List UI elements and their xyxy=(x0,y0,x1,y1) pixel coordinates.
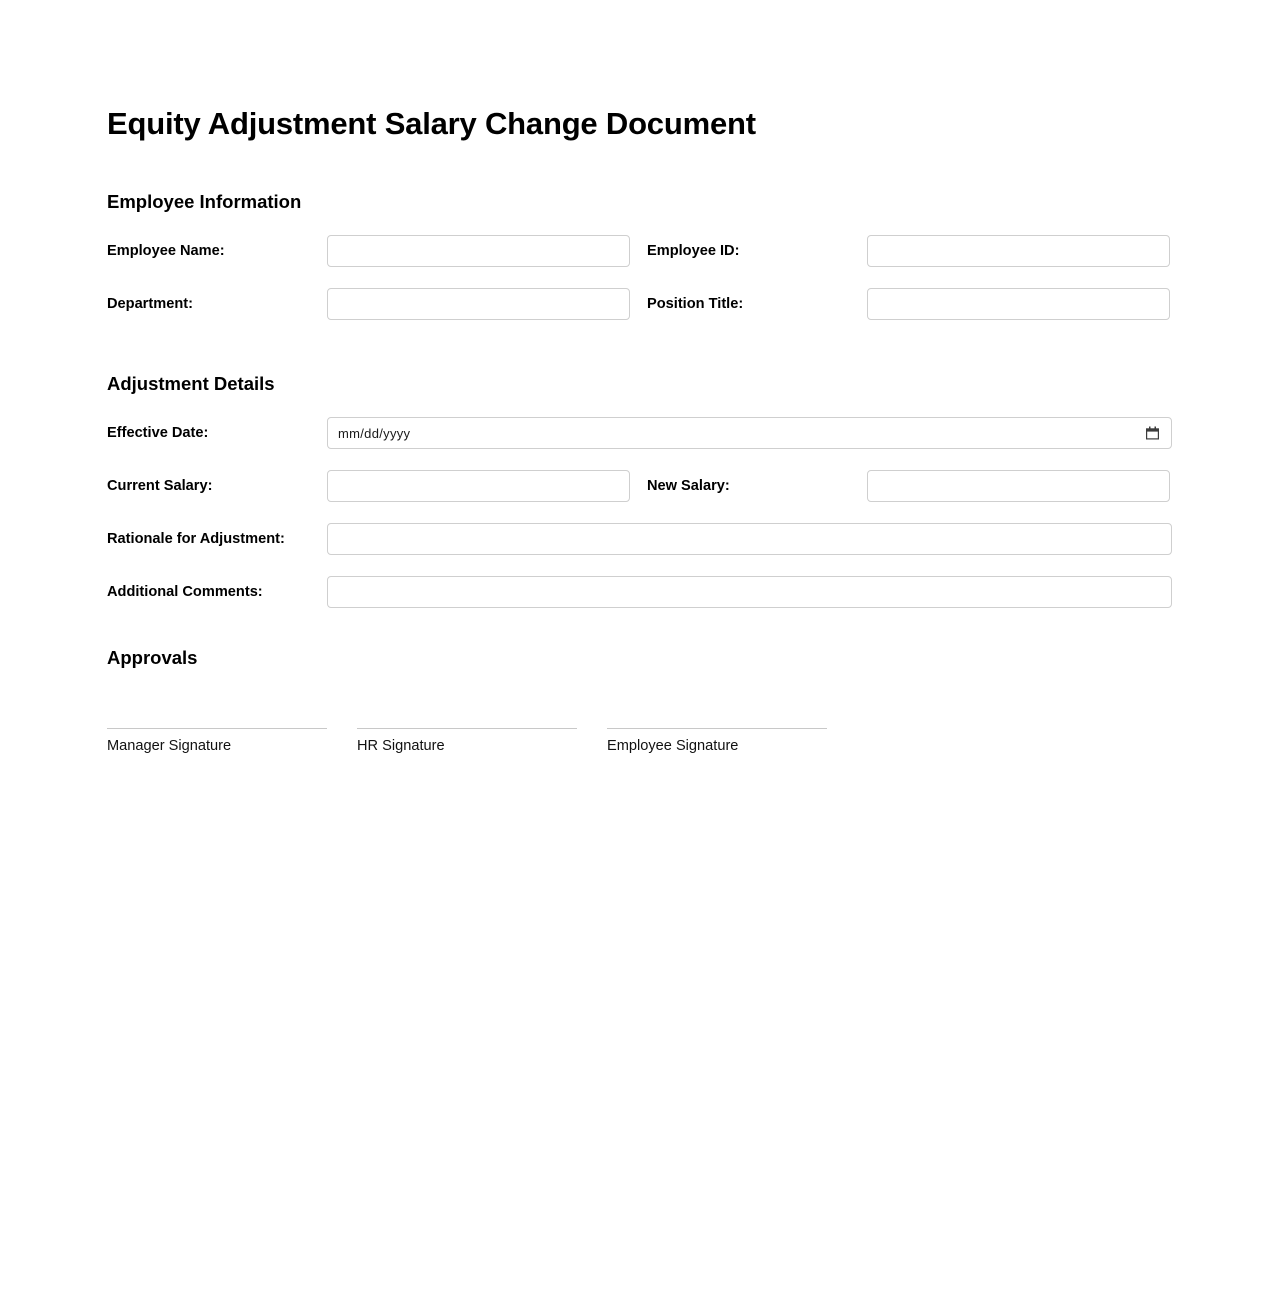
effective-date-placeholder: mm/dd/yyyy xyxy=(338,425,411,441)
employee-name-input[interactable] xyxy=(327,235,630,267)
additional-comments-input[interactable] xyxy=(327,576,1172,608)
section-heading-approvals: Approvals xyxy=(107,647,198,669)
new-salary-input[interactable] xyxy=(867,470,1170,502)
effective-date-input[interactable] xyxy=(327,417,1172,449)
signature-column-hr xyxy=(357,728,577,756)
form-row-name-id xyxy=(107,235,1172,267)
signature-label-manager: Manager Signature xyxy=(107,737,232,754)
form-row-additional-comments xyxy=(107,576,1172,608)
label-position-title: Position Title: xyxy=(647,295,744,312)
label-additional-comments: Additional Comments: xyxy=(107,583,263,600)
form-row-effective-date xyxy=(107,417,1172,449)
form-row-rationale xyxy=(107,523,1172,555)
label-department: Department: xyxy=(107,295,193,312)
label-current-salary: Current Salary: xyxy=(107,477,213,494)
current-salary-input[interactable] xyxy=(327,470,630,502)
label-effective-date: Effective Date: xyxy=(107,424,209,441)
form-row-salary xyxy=(107,470,1172,502)
form-row-department-position xyxy=(107,288,1172,320)
rationale-input[interactable] xyxy=(327,523,1172,555)
label-rationale-for-adjustment: Rationale for Adjustment: xyxy=(107,530,285,547)
position-title-input[interactable] xyxy=(867,288,1170,320)
signature-column-manager xyxy=(107,728,327,756)
label-employee-id: Employee ID: xyxy=(647,242,740,259)
signature-line[interactable] xyxy=(607,728,827,729)
signature-label-hr: HR Signature xyxy=(357,737,445,754)
effective-date-field[interactable] xyxy=(327,417,1172,449)
signature-column-employee xyxy=(607,728,827,756)
section-heading-adjustment-details: Adjustment Details xyxy=(107,373,275,395)
section-heading-employee-information: Employee Information xyxy=(107,191,302,213)
department-input[interactable] xyxy=(327,288,630,320)
label-new-salary: New Salary: xyxy=(647,477,730,494)
label-employee-name: Employee Name: xyxy=(107,242,225,259)
signature-line[interactable] xyxy=(357,728,577,729)
calendar-icon[interactable] xyxy=(1146,427,1159,440)
employee-id-input[interactable] xyxy=(867,235,1170,267)
signature-line[interactable] xyxy=(107,728,327,729)
signature-label-employee: Employee Signature xyxy=(607,737,739,754)
page-title: Equity Adjustment Salary Change Document xyxy=(107,106,756,141)
signature-block xyxy=(107,728,1172,756)
